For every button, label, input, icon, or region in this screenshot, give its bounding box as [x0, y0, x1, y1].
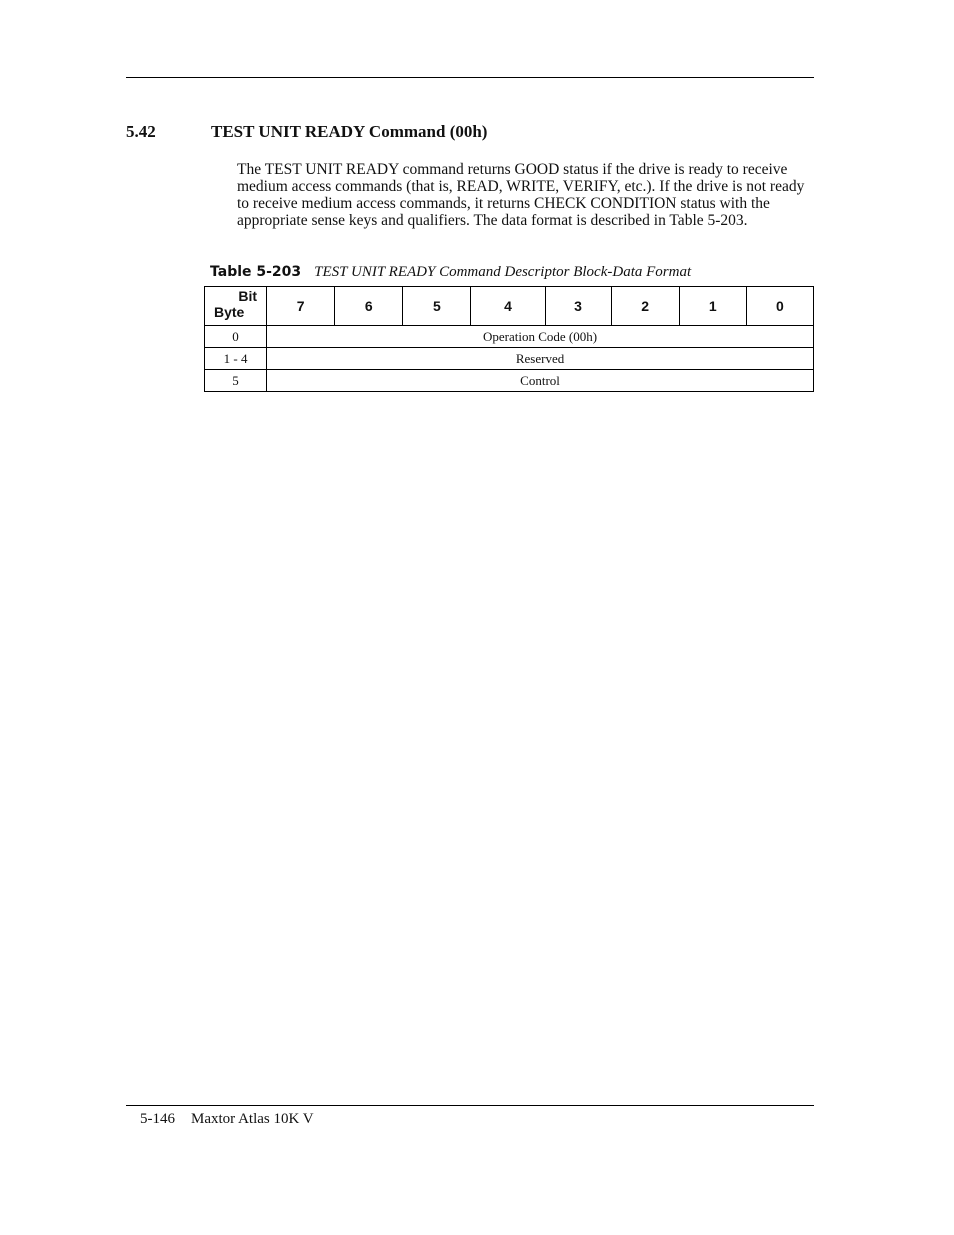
- section-title: TEST UNIT READY Command (00h): [211, 122, 488, 141]
- table-caption-text: TEST UNIT READY Command Descriptor Block-Data Format: [314, 264, 692, 280]
- bit-column-header: 6: [335, 287, 403, 326]
- bit-column-header: 0: [746, 287, 813, 326]
- bit-column-header: 4: [471, 287, 545, 326]
- table-row: [205, 370, 814, 392]
- field-cell: Reserved: [267, 348, 814, 370]
- byte-cell: 5: [205, 370, 267, 392]
- bit-column-header: 3: [545, 287, 611, 326]
- page-footer: [140, 1109, 314, 1129]
- byte-cell: 0: [205, 326, 267, 348]
- byte-cell: 1 - 4: [205, 348, 267, 370]
- table-row: [205, 348, 814, 370]
- table-row: [205, 326, 814, 348]
- header-rule: [126, 77, 814, 78]
- cdb-table: [204, 286, 814, 392]
- body-paragraph: The TEST UNIT READY command returns GOOD status if the drive is ready to receive medium access commands (that is, READ, WRITE, VERIFY, etc.). If the drive is not ready to receive medium access commands, it returns CHECK CONDITION status with the appropriate sense keys and qualifiers. The data format is described in Table 5-203.: [237, 161, 805, 229]
- byte-label: Byte: [214, 304, 245, 320]
- table-header-row: [205, 287, 814, 326]
- bit-column-header: 5: [403, 287, 471, 326]
- bit-column-header: 1: [679, 287, 746, 326]
- product-name: Maxtor Atlas 10K V: [191, 1111, 314, 1127]
- bit-column-header: 7: [267, 287, 335, 326]
- field-cell: Control: [267, 370, 814, 392]
- table-caption: [210, 262, 814, 282]
- section-number: 5.42: [126, 122, 156, 141]
- page-number: 5-146: [140, 1111, 175, 1127]
- bit-column-header: 2: [611, 287, 679, 326]
- bit-byte-header: [205, 287, 267, 326]
- bit-label: Bit: [238, 288, 258, 304]
- footer-rule: [126, 1105, 814, 1106]
- table-caption-label: Table 5-203: [210, 264, 302, 280]
- field-cell: Operation Code (00h): [267, 326, 814, 348]
